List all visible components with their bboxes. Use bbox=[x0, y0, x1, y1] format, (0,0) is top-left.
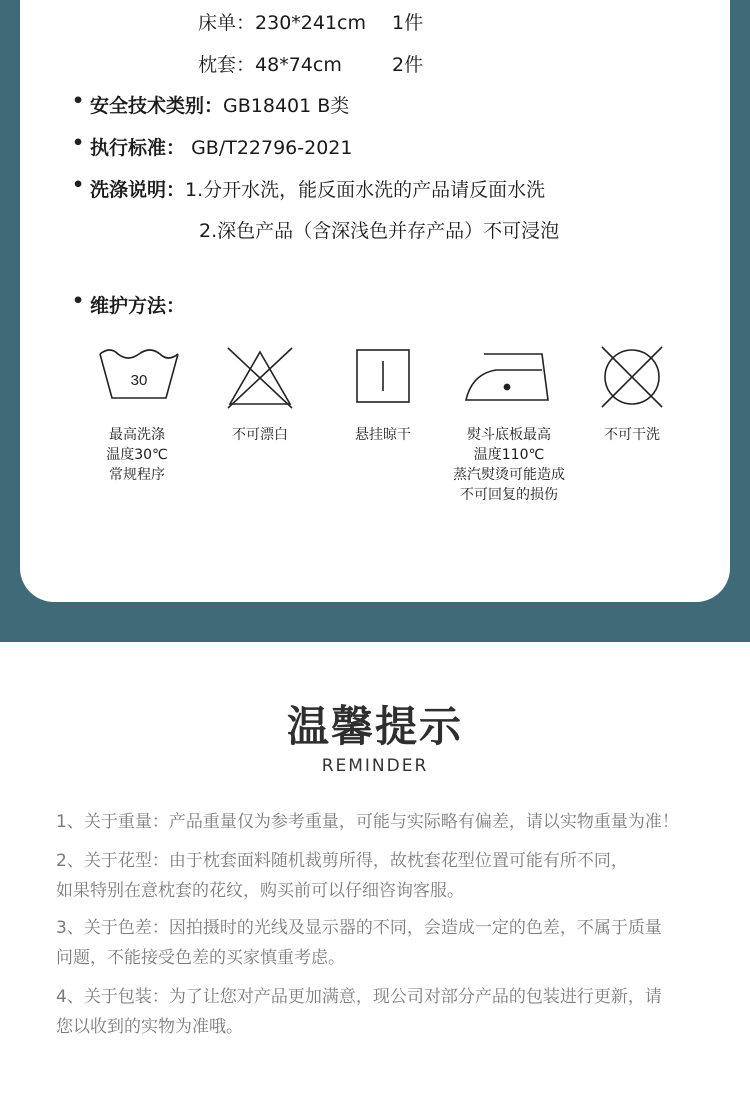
iron-icon bbox=[464, 350, 552, 404]
sheet-label: 床单： bbox=[198, 12, 256, 34]
reminder-subtitle: REMINDER bbox=[321, 756, 429, 776]
safety-spec bbox=[90, 91, 349, 118]
bullet-dot: • bbox=[72, 290, 85, 312]
standard-label: 执行标准： bbox=[90, 137, 186, 159]
safety-label: 安全技术类别： bbox=[90, 95, 224, 117]
reminder-line: 4、关于包装：为了让您对产品更加满意，现公司对部分产品的包装进行更新，请 bbox=[56, 987, 662, 1007]
pillowcase-size: 48*74cm bbox=[255, 54, 342, 76]
reminder-title: 温馨提示 bbox=[286, 702, 463, 751]
sheet-size: 230*241cm bbox=[255, 12, 367, 34]
reminder-line: 2、关于花型：由于枕套面料随机裁剪所得，故枕套花型位置可能有所不同， bbox=[56, 851, 628, 871]
caption-line: 悬挂晾干 bbox=[355, 427, 411, 443]
reminder-line: 您以收到的实物为准哦。 bbox=[56, 1017, 243, 1037]
caption-line: 熨斗底板最高 bbox=[467, 427, 551, 443]
pillowcase-label: 枕套： bbox=[198, 54, 256, 76]
bullet-dot: • bbox=[72, 174, 85, 196]
care-label: 维护方法： bbox=[90, 295, 186, 317]
no-bleach-icon bbox=[224, 346, 296, 410]
washing-line-2: 2.深色产品（含深浅色并存产品）不可浸泡 bbox=[199, 220, 560, 242]
caption-line: 常规程序 bbox=[109, 467, 165, 483]
caption-line: 不可漂白 bbox=[232, 427, 288, 443]
pillowcase-spec bbox=[198, 50, 342, 77]
reminder-line: 如果特别在意枕套的花纹，购买前可以仔细咨询客服。 bbox=[56, 881, 464, 901]
caption-line: 温度30℃ bbox=[106, 447, 168, 463]
safety-value: GB18401 B类 bbox=[223, 95, 350, 117]
reminder-line: 3、关于色差：因拍摄时的光线及显示器的不同，会造成一定的色差，不属于质量 bbox=[56, 918, 662, 938]
wash-30-icon bbox=[96, 346, 182, 402]
sheet-spec bbox=[198, 8, 366, 35]
caption-line: 最高洗涤 bbox=[109, 427, 165, 443]
wash-temp-number: 30 bbox=[130, 372, 148, 389]
washing-spec bbox=[90, 175, 545, 202]
bullet-dot: • bbox=[72, 90, 85, 112]
caption-line: 蒸汽熨烫可能造成 bbox=[453, 467, 565, 483]
reminder-line: 问题，不能接受色差的买家慎重考虑。 bbox=[56, 948, 345, 968]
care-caption-dry-clean bbox=[557, 425, 707, 445]
standard-spec bbox=[90, 133, 352, 160]
washing-label: 洗涤说明： bbox=[90, 179, 186, 201]
bullet-dot: • bbox=[72, 132, 85, 154]
line-dry-icon bbox=[356, 349, 412, 405]
care-heading bbox=[90, 291, 185, 318]
caption-line: 温度110℃ bbox=[473, 447, 545, 463]
pillowcase-qty: 2件 bbox=[392, 54, 424, 76]
sheet-qty: 1件 bbox=[392, 12, 424, 34]
caption-line: 不可干洗 bbox=[604, 427, 660, 443]
washing-line-1: 1.分开水洗，能反面水洗的产品请反面水洗 bbox=[185, 179, 546, 201]
caption-line: 不可回复的损伤 bbox=[460, 487, 558, 503]
no-dry-clean-icon bbox=[600, 345, 664, 409]
standard-value: GB/T22796-2021 bbox=[191, 137, 353, 159]
reminder-line: 1、关于重量：产品重量仅为参考重量，可能与实际略有偏差，请以实物重量为准！ bbox=[56, 812, 679, 832]
